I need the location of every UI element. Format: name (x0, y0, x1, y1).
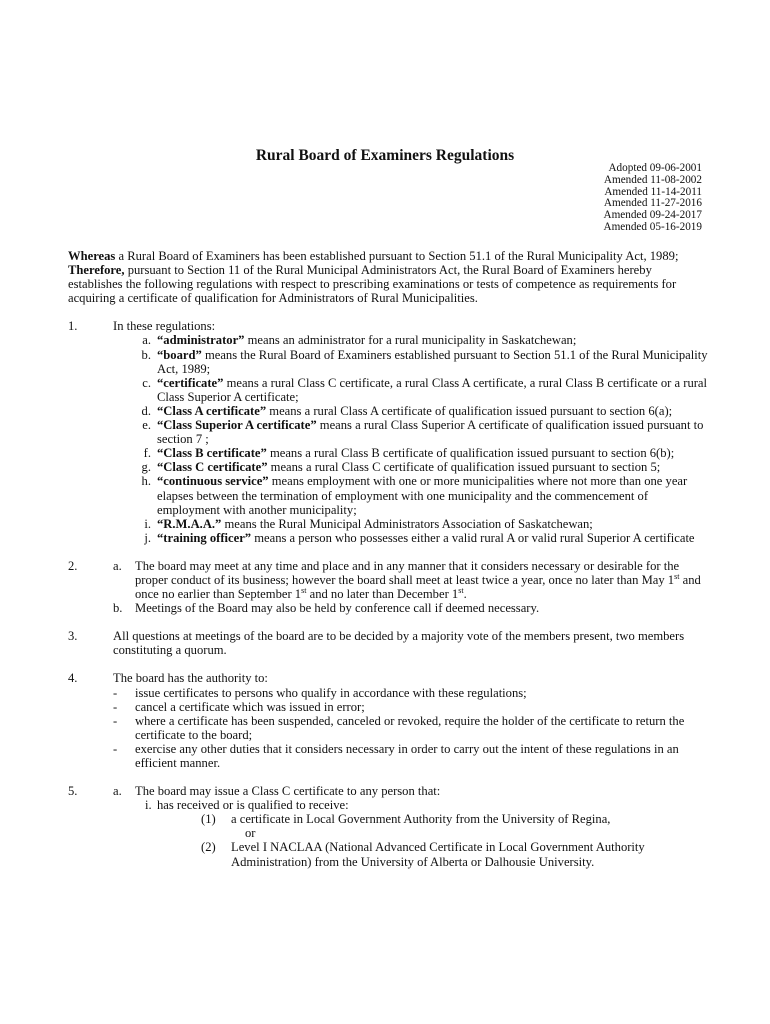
option-2: (2) Level I NACLAA (National Advanced Certificate in Local Government Authority Administration) from the University of Alberta or Dalhousie University. (201, 840, 645, 869)
therefore-paragraph (68, 263, 708, 305)
definition-item: e. “Class Superior A certificate” means a rural Class Superior A certificate of qualification issued pursuant to section 7 ; (142, 418, 704, 447)
section-2 (68, 559, 708, 615)
definition-term: “administrator” (157, 333, 245, 348)
clause-b: b. Meetings of the Board may also be held by conference call if deemed necessary. (113, 601, 540, 616)
definition-term: “Class Superior A certificate” (157, 418, 317, 433)
authority-item: - cancel a certificate which was issued in error; (113, 699, 365, 714)
authority-item: - exercise any other duties that it considers necessary in order to carry out the intent of these regulations in an efficient manner. (113, 741, 679, 770)
definition-term: “continuous service” (157, 474, 269, 489)
option-1: (1) a certificate in Local Government Authority from the University of Regina, (201, 812, 611, 827)
authority-item: - issue certificates to persons who qualify in accordance with these regulations; (113, 685, 527, 700)
definition-term: “training officer” (157, 530, 252, 545)
date-amended: Amended 11-27-2016 (603, 197, 702, 210)
whereas-paragraph (68, 249, 708, 263)
section-4 (68, 671, 708, 770)
definition-item: d. “Class A certificate” means a rural Class A certificate of qualification issued pursuant to section 6(a); (141, 403, 673, 418)
definition-term: “Class A certificate” (157, 403, 267, 418)
or-connector: or (245, 826, 256, 841)
therefore-text: pursuant to Section 11 of the Rural Municipal Administrators Act, the Rural Board of Examiners hereby establishes the following regulations with respect to prescribing examinations or tests of competence as requirements for acquiring a certificate of qualification for Administrators of Rural Municipalities. (68, 263, 677, 306)
revision-dates (604, 163, 703, 234)
definition-item: h. “continuous service” means employment with one or more municipalities where not more than one year elapses between the termination of employment with one municipality and the commencement of employment with another municipality; (141, 474, 688, 517)
definition-term: “Class C certificate” (157, 460, 268, 475)
therefore-keyword: Therefore, (68, 263, 125, 278)
definition-term: “board” (157, 347, 202, 362)
section-3 (68, 629, 708, 657)
section-number: 1. (68, 319, 78, 334)
definition-item: j. “training officer” means a person who possesses either a valid rural A or valid rural Superior A certificate (144, 530, 695, 545)
definition-item: c. “certificate” means a rural Class C certificate, a rural Class A certificate, a rural Class B certificate or a rural Class Superior A certificate; (142, 375, 708, 404)
whereas-text: a Rural Board of Examiners has been established pursuant to Section 51.1 of the Rural Municipality Act, 1989; (115, 249, 679, 263)
definition-item: a. “administrator” means an administrator for a rural municipality in Saskatchewan; (142, 333, 577, 348)
date-adopted: Adopted 09-06-2001 (608, 162, 702, 174)
date-amended: Amended 11-08-2002 (603, 173, 702, 186)
definition-term: “Class B certificate” (157, 446, 267, 461)
definition-item: f. “Class B certificate” means a rural Class B certificate of qualification issued pursuant to section 6(b); (143, 446, 675, 461)
clause-a: a. The board may meet at any time and place and in any manner that it considers necessary or desirable for the proper conduct of its business; however the board shall meet at least twice a year, once no later than May 1st and once no earlier than September 1st and no later than December 1st. (113, 558, 701, 602)
section-number: 2. (68, 558, 78, 573)
definition-term: “certificate” (157, 375, 224, 390)
date-amended: Amended 09-24-2017 (603, 209, 702, 222)
section-intro: In these regulations: (113, 319, 216, 334)
section-5 (68, 784, 708, 869)
whereas-keyword: Whereas (68, 249, 116, 263)
clause-a: a. The board may issue a Class C certificate to any person that: (113, 784, 441, 799)
definition-item: i. “R.M.A.A.” means the Rural Municipal Administrators Association of Saskatchewan; (144, 516, 593, 531)
section-1 (68, 319, 708, 545)
definition-item: g. “Class C certificate” means a rural Class C certificate of qualification issued pursuant to section 5; (141, 460, 661, 475)
definition-item: b. “board” means the Rural Board of Examiners established pursuant to Section 51.1 of the Rural Municipality Act, 1989; (141, 347, 708, 376)
section-intro: The board has the authority to: (113, 671, 268, 686)
section-number: 4. (68, 671, 78, 686)
document-title: Rural Board of Examiners Regulations (255, 147, 515, 164)
section-number: 5. (68, 784, 78, 799)
date-amended: Amended 11-14-2011 (604, 185, 702, 198)
section-number: 3. (68, 629, 78, 644)
definition-term: “R.M.A.A.” (157, 516, 222, 531)
subclause-i: i. has received or is qualified to receive: (145, 798, 349, 813)
authority-item: - where a certificate has been suspended, canceled or revoked, require the holder of the certificate to return the certificate to the board; (113, 713, 685, 742)
date-amended: Amended 05-16-2019 (603, 220, 702, 233)
section-text: All questions at meetings of the board are to be decided by a majority vote of the members present, two members constituting a quorum. (113, 629, 685, 658)
document-body (68, 249, 708, 869)
